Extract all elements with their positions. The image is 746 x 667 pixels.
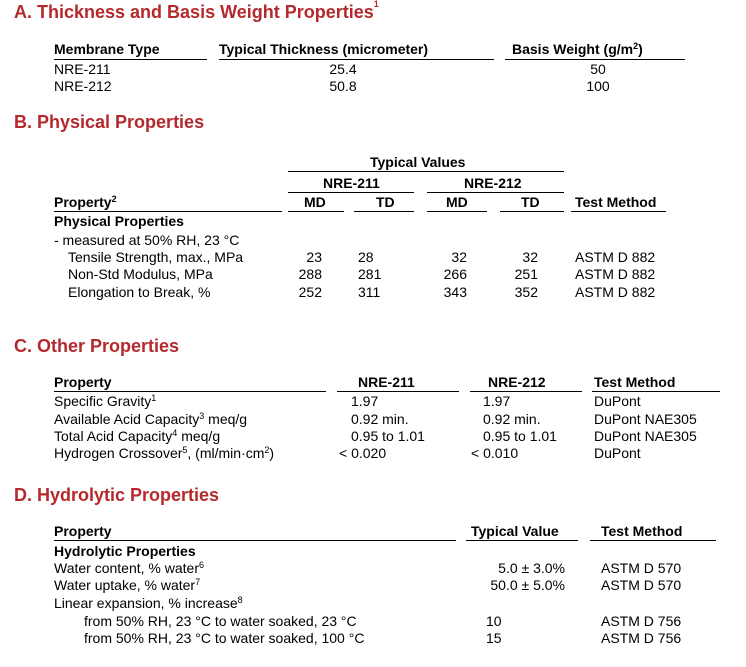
phys-row-md1: 252 (298, 284, 322, 300)
td-header: TD (376, 194, 395, 210)
membrane-row-type: NRE-211 (54, 61, 111, 77)
other-row-v1: < 0.020 (339, 445, 387, 461)
col-membrane-type: Membrane Type (54, 41, 160, 57)
other-row-label: Specific Gravity$^1$ (54, 393, 157, 409)
hydro-subrow-label: from 50% RH, 23 °C to water soaked, 23 °C (84, 613, 357, 629)
rule (466, 540, 578, 541)
phys-row-td1: 28 (358, 249, 374, 265)
membrane-row-weight: 50 (590, 61, 606, 77)
nre211-header: NRE-211 (358, 374, 415, 390)
hydro-row-label: Water uptake, % water$^7$ (54, 577, 201, 593)
membrane-row-type: NRE-212 (54, 78, 112, 94)
hydro-row-value: 5.0 ± 3.0% (498, 560, 565, 576)
phys-row-td2: 251 (514, 266, 538, 282)
hydro-subrow-label: from 50% RH, 23 °C to water soaked, 100 °C (84, 630, 365, 646)
rule (571, 211, 666, 212)
nre212-header: NRE-212 (464, 175, 522, 191)
col-basis-weight: Basis Weight $(g/m^2)$ (512, 41, 643, 57)
membrane-row-thickness: 25.4 (329, 61, 357, 77)
other-row-method: DuPont (594, 393, 641, 409)
phys-row-td2: 32 (522, 249, 538, 265)
phys-row-md1: 23 (306, 249, 322, 265)
td-header: TD (521, 194, 540, 210)
other-row-label: Total Acid Capacity$^4$ meq/g (54, 428, 221, 444)
hydro-subrow-method: ASTM D 756 (601, 630, 682, 646)
rule (54, 211, 282, 212)
rule (54, 391, 326, 392)
hydro-row-value: 50.0 ± 5.0% (490, 577, 565, 593)
nre212-header: NRE-212 (488, 374, 546, 390)
phys-row-md1: 288 (298, 266, 322, 282)
typical-values-header: Typical Values (370, 154, 466, 170)
test-method-header: Test Method (575, 194, 657, 210)
rule (505, 59, 685, 60)
property-header: Property$^2$ (54, 194, 117, 210)
md-header: MD (446, 194, 468, 210)
typical-value-header: Typical Value (471, 523, 559, 539)
phys-row-md2: 266 (443, 266, 467, 282)
group-hydrolytic-properties: Hydrolytic Properties (54, 543, 196, 559)
hydro-row-method: ASTM D 570 (601, 577, 682, 593)
test-method-header: Test Method (601, 523, 683, 539)
rule (337, 391, 459, 392)
other-row-v2: 0.95 to 1.01 (483, 428, 557, 444)
section-d-title: D. Hydrolytic Properties (14, 485, 220, 505)
membrane-row-thickness: 50.8 (329, 78, 357, 94)
section-c-title: C. Other Properties (14, 336, 180, 356)
section-a-title: A. Thickness and Basis Weight Properties$^1$ (14, 0, 379, 22)
other-row-v1: 1.97 (351, 393, 379, 409)
other-row-v2: < 0.010 (471, 445, 519, 461)
md-header: MD (304, 194, 326, 210)
hydro-row-label: Linear expansion, % increase$^8$ (54, 595, 243, 611)
rule (288, 171, 564, 172)
rule (288, 211, 344, 212)
other-row-v2: 1.97 (483, 393, 511, 409)
phys-row-td2: 352 (514, 284, 538, 300)
other-row-method: DuPont (594, 445, 641, 461)
test-method-header: Test Method (594, 374, 676, 390)
phys-row-label: Non-Std Modulus, MPa (68, 266, 213, 282)
rule (592, 391, 720, 392)
rule (427, 211, 487, 212)
phys-row-label: Elongation to Break, % (68, 284, 211, 300)
other-row-v1: 0.92 min. (351, 411, 409, 427)
other-row-v1: 0.95 to 1.01 (351, 428, 425, 444)
col-typical-thickness: Typical Thickness (micrometer) (219, 41, 429, 57)
rule (219, 59, 494, 60)
rule (54, 540, 456, 541)
phys-row-label: Tensile Strength, max., MPa (68, 249, 244, 265)
hydro-subrow-value: 15 (486, 630, 502, 646)
phys-row-method: ASTM D 882 (575, 284, 656, 300)
other-row-label: Available Acid Capacity$^3$ meq/g (54, 411, 248, 427)
property-header: Property (54, 374, 112, 390)
rule (354, 211, 414, 212)
other-row-v2: 0.92 min. (483, 411, 541, 427)
hydro-subrow-method: ASTM D 756 (601, 613, 682, 629)
property-header: Property (54, 523, 112, 539)
nre211-header: NRE-211 (323, 175, 380, 191)
rule (427, 192, 564, 193)
other-row-label: Hydrogen Crossover$^5$, $(ml/\min\cdot cm^2)$ (54, 445, 275, 461)
section-b-title: B. Physical Properties (14, 112, 205, 132)
other-row-method: DuPont NAE305 (594, 428, 697, 444)
hydro-row-method: ASTM D 570 (601, 560, 682, 576)
hydro-row-label: Water content, % water$^6$ (54, 560, 204, 576)
other-row-method: DuPont NAE305 (594, 411, 697, 427)
rule (590, 540, 716, 541)
rule (470, 391, 582, 392)
rule (288, 192, 414, 193)
group-physical-properties: Physical Properties (54, 213, 184, 229)
rule (54, 59, 207, 60)
phys-row-md2: 32 (451, 249, 467, 265)
phys-row-method: ASTM D 882 (575, 249, 656, 265)
rule (500, 211, 564, 212)
phys-row-method: ASTM D 882 (575, 266, 656, 282)
phys-row-md2: 343 (443, 284, 467, 300)
membrane-row-weight: 100 (586, 78, 610, 94)
phys-row-td1: 311 (358, 284, 381, 300)
condition-note: - measured at 50% RH, 23 °C (54, 232, 240, 248)
phys-row-td1: 281 (358, 266, 382, 282)
hydro-subrow-value: 10 (486, 613, 502, 629)
